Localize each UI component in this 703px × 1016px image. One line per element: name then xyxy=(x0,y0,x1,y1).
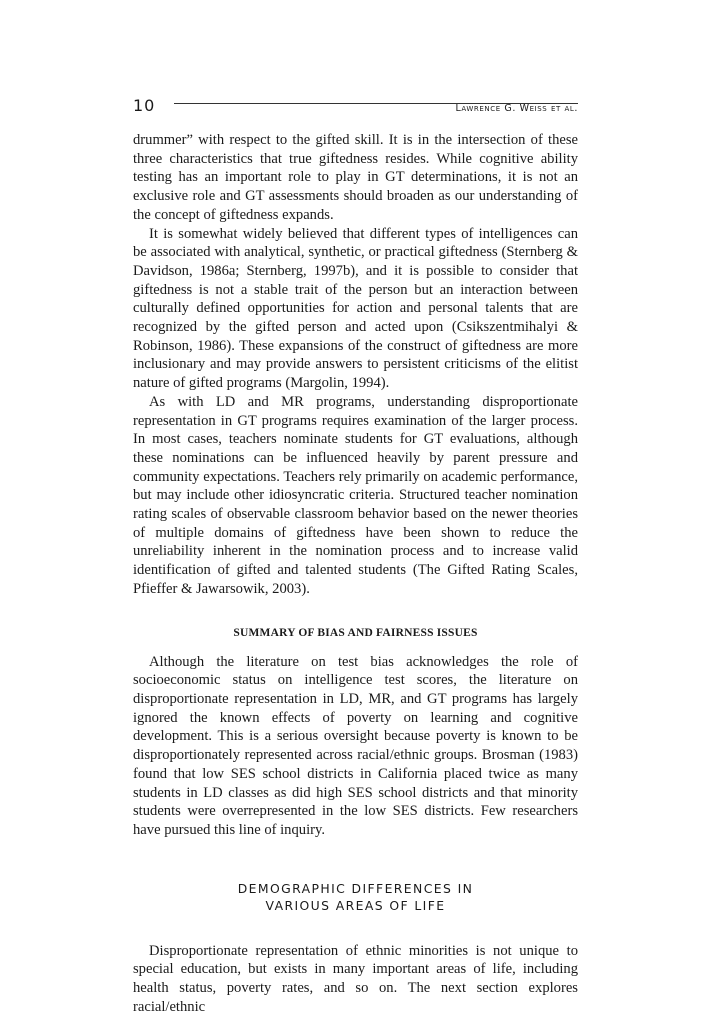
running-author: Lawrence G. Weiss et al. xyxy=(455,103,578,114)
section-heading-summary: SUMMARY OF BIAS AND FAIRNESS ISSUES xyxy=(233,626,478,639)
running-head xyxy=(133,96,578,116)
paragraph-gt-programs: As with LD and MR programs, understanding disproportionate representation in GT programs requires examination of the larger process. In most cases, teachers nominate students for GT evaluations, although these nominations can be influenced heavily by parent pressure and community expectations. Teachers rely primarily on academic performance, but may include other idiosyncratic criteria. Structured teacher nomination rating scales of observable classroom behavior based on the newer theories of multiple domains of giftedness have been shown to reduce the unreliability inherent in the nomination process and to increase valid identification of gifted and talented students (The Gifted Rating Scales, Pfieffer & Jawarsowik, 2003). xyxy=(133,393,578,597)
paragraph-summary: Although the literature on test bias acknowledges the role of socioeconomic status on intelligence test scores, the literature on disproportionate representation in LD, MR, and GT programs has largely ignored the known effects of poverty on learning and cognitive development. This is a serious oversight because poverty is known to be disproportionately represented across racial/ethnic groups. Brosman (1983) found that low SES school districts in California placed twice as many students in LD classes as did high SES school districts and that minority students were overrepresented in the low SES districts. Few researchers have pursued this line of inquiry. xyxy=(133,653,578,838)
paragraph-demographic: Disproportionate representation of ethnic minorities is not unique to special education, but exists in many important areas of life, including health status, poverty rates, and so on. The next section explores racial/ethnic xyxy=(133,942,578,1015)
page-body xyxy=(133,131,578,1016)
paragraph-intelligences: It is somewhat widely believed that different types of intelligences can be associated with analytical, synthetic, or practical giftedness (Sternberg & Davidson, 1986a; Sternberg, 1997b), and it is possible to consider that giftedness is not a stable trait of the person but an interaction between culturally defined opportunities for action and personal talents that are recognized by the gifted person and acted upon (Csikszentmihalyi & Robinson, 1986). These expansions of the construct of giftedness are more inclusionary and may provide answers to persistent criticisms of the elitist nature of gifted programs (Margolin, 1994). xyxy=(133,225,578,392)
section-heading-demographic xyxy=(133,880,578,914)
page-number: 10 xyxy=(133,96,156,115)
section-heading-line-2: VARIOUS AREAS OF LIFE xyxy=(265,897,446,913)
paragraph-continued: drummer” with respect to the gifted skill. It is in the intersection of these three characteristics that true giftedness resides. While cognitive ability testing has an important role to play in GT determinations, it is not an exclusive role and GT assessments should broaden as our understanding of the concept of giftedness expands. xyxy=(133,132,578,223)
section-heading-line-1: DEMOGRAPHIC DIFFERENCES IN xyxy=(237,880,474,896)
